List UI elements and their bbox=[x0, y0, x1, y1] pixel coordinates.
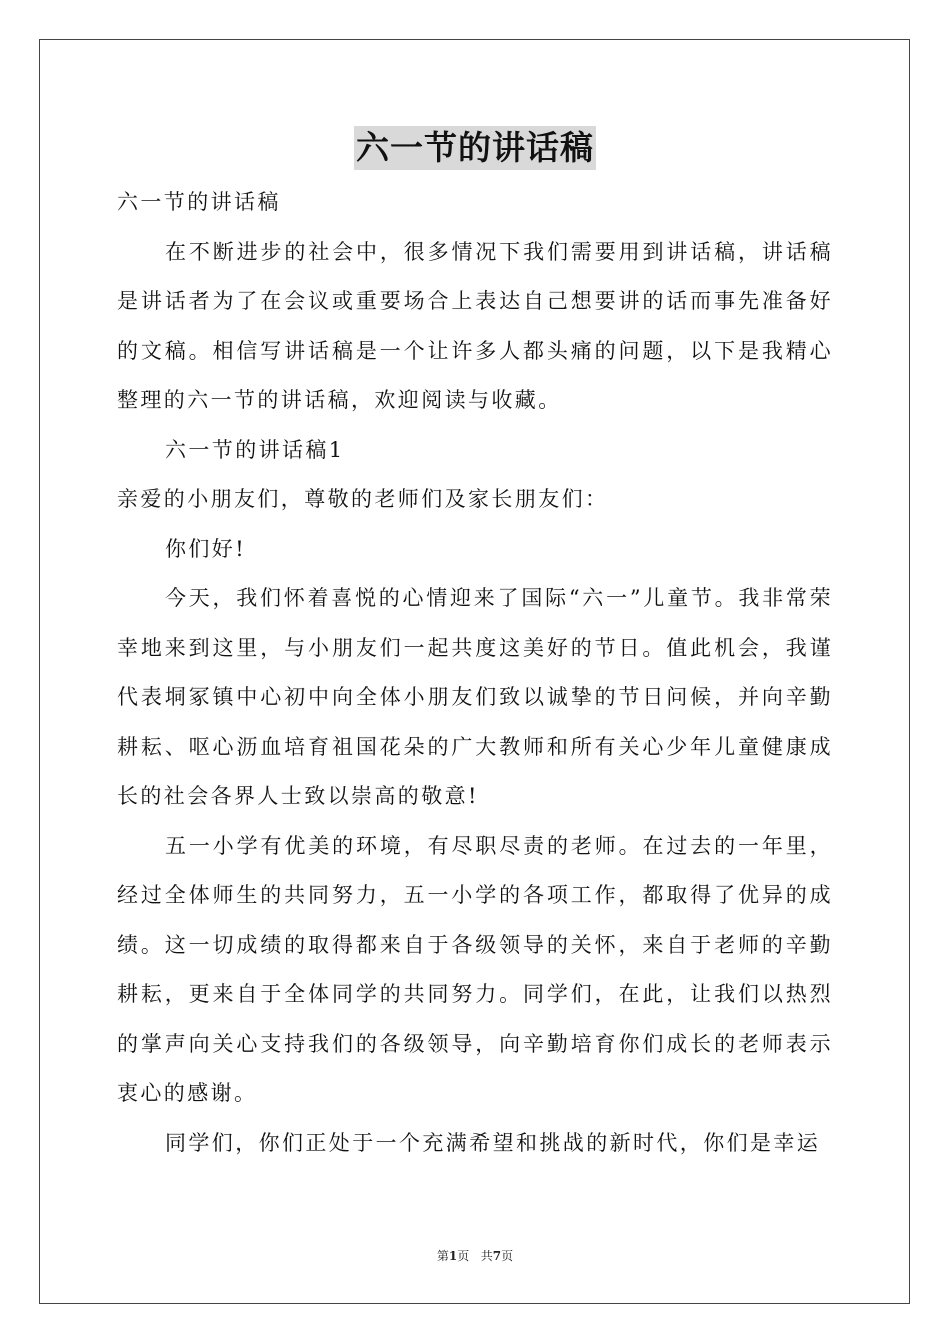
document-body bbox=[117, 178, 833, 1168]
page-number-prefix: 第 bbox=[436, 1249, 449, 1263]
paragraph: 在不断进步的社会中，很多情况下我们需要用到讲话稿，讲话稿是讲话者为了在会议或重要场合上表达自己想要讲的话而事先准备好的文稿。相信写讲话稿是一个让许多人都头痛的问题，以下是我精心整理的六一节的讲话稿，欢迎阅读与收藏。 bbox=[117, 239, 833, 412]
page-number-current: 1 bbox=[448, 1249, 458, 1263]
salutation: 亲爱的小朋友们，尊敬的老师们及家长朋友们： bbox=[117, 487, 609, 511]
paragraph: 五一小学有优美的环境，有尽职尽责的老师。在过去的一年里，经过全体师生的共同努力，五一小学的各项工作，都取得了优异的成绩。这一切成绩的取得都来自于各级领导的关怀，来自于老师的辛勤耕耘，更来自于全体同学的共同努力。同学们，在此，让我们以热烈的掌声向关心支持我们的各级领导，向辛勤培育你们成长的老师表示衷心的感谢。 bbox=[117, 833, 833, 1105]
page-title bbox=[0, 126, 950, 170]
paragraph: 六一节的讲话稿 bbox=[117, 190, 281, 214]
section-heading: 六一节的讲话稿1 bbox=[165, 437, 345, 462]
paragraph: 今天，我们怀着喜悦的心情迎来了国际“六一”儿童节。我非常荣幸地来到这里，与小朋友们一起共度这美好的节日。值此机会，我谨代表垌冢镇中心初中向全体小朋友们致以诚挚的节日问候，并向辛勤耕耘、呕心沥血培育祖国花朵的广大教师和所有关心少年儿童健康成长的社会各界人士致以崇高的敬意! bbox=[117, 586, 833, 808]
total-pages-prefix: 共 bbox=[480, 1249, 493, 1263]
paragraph: 同学们，你们正处于一个充满希望和挑战的新时代，你们是幸运 bbox=[165, 1130, 821, 1155]
page-number-suffix: 页 bbox=[457, 1249, 470, 1263]
total-pages-suffix: 页 bbox=[501, 1249, 514, 1263]
page-title-text: 六一节的讲话稿 bbox=[354, 126, 596, 170]
greeting: 你们好! bbox=[165, 536, 247, 561]
page-footer bbox=[0, 1248, 950, 1264]
total-pages-count: 7 bbox=[492, 1249, 502, 1263]
